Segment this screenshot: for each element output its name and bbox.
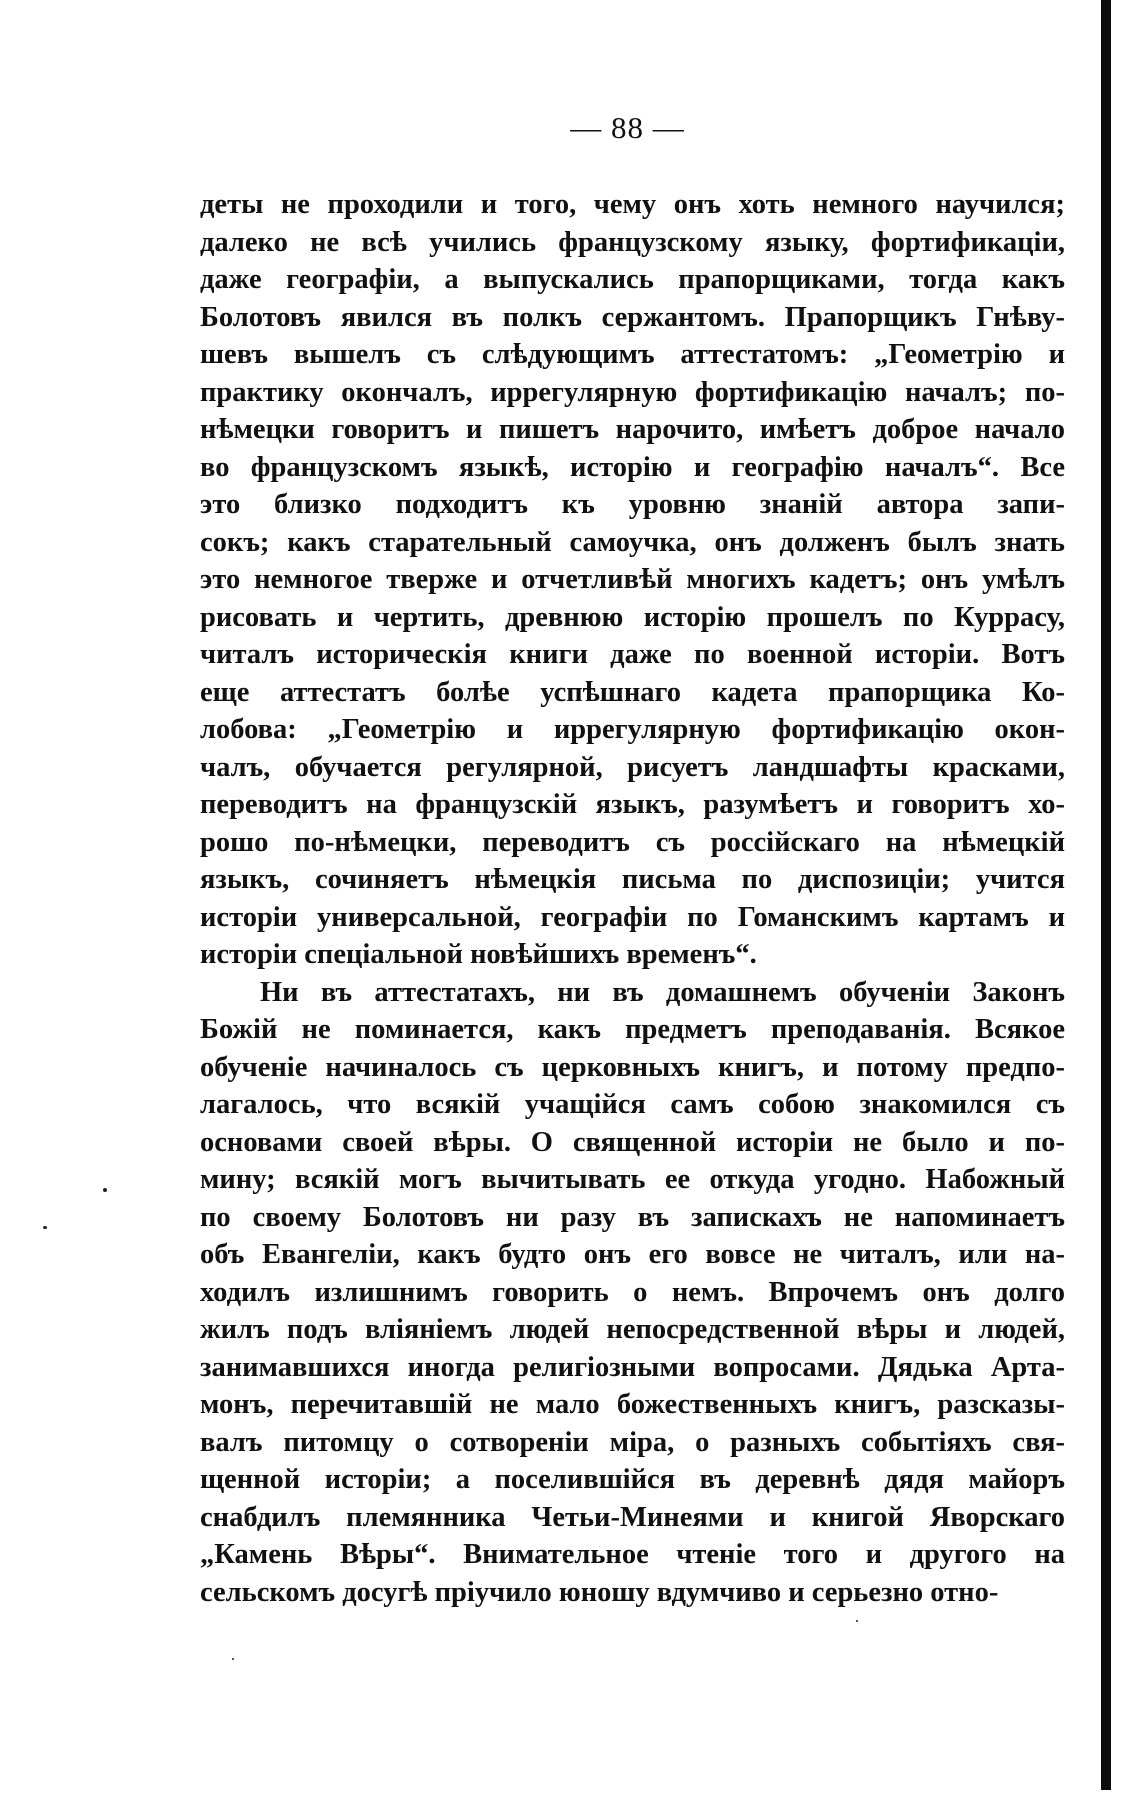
text-line: исторіи универсальной, географіи по Гоманскимъ картамъ и bbox=[200, 901, 1065, 933]
scan-speck bbox=[856, 1620, 858, 1622]
scan-speck bbox=[43, 1226, 47, 1229]
text-line: занимавшихся иногда религіозными вопросами. Дядька Арта- bbox=[200, 1351, 1065, 1383]
text-line: далеко не всѣ учились французскому языку, фортификаціи, bbox=[200, 226, 1065, 258]
text-line: лобова: „Геометрію и иррегулярную фортификацію окон- bbox=[200, 714, 1065, 745]
scan-speck bbox=[232, 1658, 234, 1660]
text-line: Ни въ аттестатахъ, ни въ домашнемъ обученіи Законъ bbox=[260, 976, 1065, 1008]
text-line: читалъ историческія книги даже по военной исторіи. Вотъ bbox=[200, 639, 1065, 670]
page-edge-rule bbox=[1101, 0, 1111, 1790]
text-line: переводитъ на французскій языкъ, разумѣетъ и говоритъ хо- bbox=[200, 789, 1065, 820]
text-line: лагалось, что всякій учащійся самъ собою знакомился съ bbox=[200, 1089, 1065, 1120]
text-line: жилъ подъ вліяніемъ людей непосредственной вѣры и людей, bbox=[200, 1314, 1065, 1345]
text-line: основами своей вѣры. О священной исторіи не было и по- bbox=[200, 1126, 1065, 1158]
text-line: это немногое тверже и отчетливѣй многихъ кадетъ; онъ умѣлъ bbox=[200, 564, 1065, 595]
text-line: щенной исторіи; а поселившійся въ деревнѣ дядя майоръ bbox=[200, 1464, 1065, 1495]
text-line: валъ питомцу о сотвореніи міра, о разныхъ событіяхъ свя- bbox=[200, 1426, 1065, 1458]
paragraph bbox=[200, 186, 1065, 974]
page-number: — 88 — bbox=[570, 110, 685, 145]
text-line: Болотовъ явился въ полкъ сержантомъ. Прапорщикъ Гнѣву- bbox=[200, 301, 1065, 333]
text-line: по своему Болотовъ ни разу въ запискахъ не напоминаетъ bbox=[200, 1201, 1065, 1233]
text-line: мину; всякій могъ вычитывать ее откуда угодно. Набожный bbox=[200, 1164, 1065, 1195]
text-line: практику окончалъ, иррегулярную фортификацію началъ; по- bbox=[200, 376, 1065, 408]
text-line: обученіе начиналось съ церковныхъ книгъ, и потому предпо- bbox=[200, 1051, 1065, 1083]
text-line: шевъ вышелъ съ слѣдующимъ аттестатомъ: „Геометрію и bbox=[200, 339, 1065, 370]
text-line: снабдилъ племянника Четьи-Минеями и книгой Яворскаго bbox=[200, 1501, 1065, 1533]
text-line: монъ, перечитавшій не мало божественныхъ книгъ, разсказы- bbox=[200, 1389, 1065, 1420]
text-line: ходилъ излишнимъ говорить о немъ. Впрочемъ онъ долго bbox=[200, 1276, 1065, 1308]
text-line: во французскомъ языкѣ, исторію и географію началъ“. Все bbox=[200, 451, 1065, 483]
text-line: языкъ, сочиняетъ нѣмецкія письма по диспозиціи; учится bbox=[200, 864, 1065, 895]
text-line: сокъ; какъ старательный самоучка, онъ долженъ былъ знать bbox=[200, 526, 1065, 558]
paragraph bbox=[200, 974, 1065, 1612]
text-line: „Камень Вѣры“. Внимательное чтеніе того и другого на bbox=[200, 1539, 1065, 1570]
text-line: сельскомъ досугѣ пріучило юношу вдумчиво и серьезно отно- bbox=[200, 1576, 999, 1608]
text-line: нѣмецки говоритъ и пишетъ нарочито, имѣетъ доброе начало bbox=[200, 414, 1065, 445]
text-line: еще аттестатъ болѣе успѣшнаго кадета прапорщика Ко- bbox=[200, 676, 1065, 708]
scan-speck bbox=[103, 1188, 107, 1192]
text-line: рошо по-нѣмецки, переводитъ съ россійскаго на нѣмецкій bbox=[200, 826, 1065, 858]
text-line: Божій не поминается, какъ предметъ преподаванія. Всякое bbox=[200, 1014, 1065, 1045]
text-line: рисовать и чертить, древнюю исторію прошелъ по Куррасу, bbox=[200, 601, 1065, 633]
text-line: объ Евангеліи, какъ будто онъ его вовсе не читалъ, или на- bbox=[200, 1239, 1065, 1270]
text-line: чалъ, обучается регулярной, рисуетъ ландшафты красками, bbox=[200, 751, 1065, 783]
text-line: исторіи спеціальной новѣйшихъ временъ“. bbox=[200, 939, 757, 970]
text-line: даже географіи, а выпускались прапорщиками, тогда какъ bbox=[200, 264, 1065, 295]
body-text bbox=[200, 186, 1065, 1611]
text-line: это близко подходитъ къ уровню знаній автора запи- bbox=[200, 489, 1065, 520]
text-line: деты не проходили и того, чему онъ хоть немного научился; bbox=[200, 189, 1065, 220]
